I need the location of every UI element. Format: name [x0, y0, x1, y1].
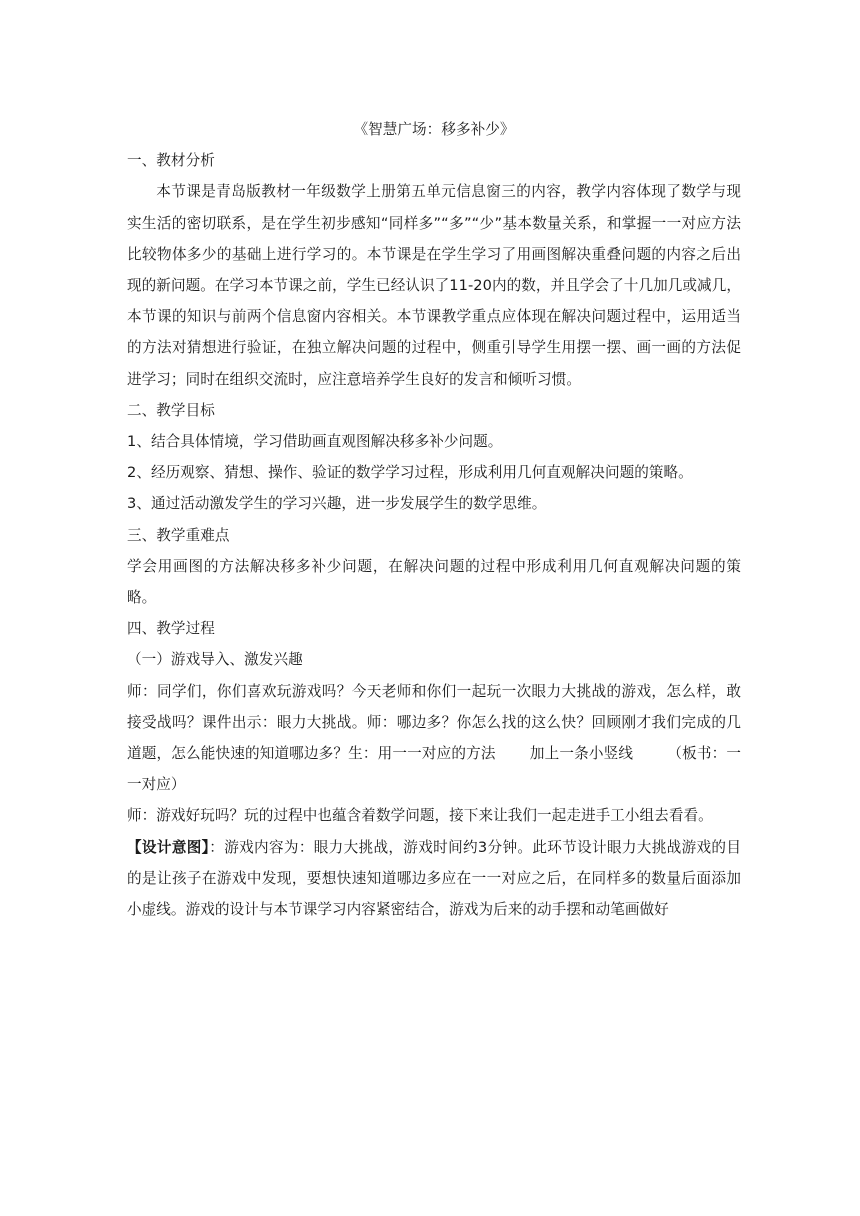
subsection-heading-game-intro: （一）游戏导入、激发兴趣	[127, 651, 303, 669]
teaching-process-paragraph-1: 师：同学们，你们喜欢玩游戏吗？今天老师和你们一起玩一次眼力大挑战的游戏，怎么样，敢接受战吗？课件出示：眼力大挑战。师：哪边多？你怎么找的这么快？回顾刚才我们完成的几道题，怎么能快速的知道哪边多？生：用一一对应的方法 加上一条小竖线 （板书：一一对应）	[127, 682, 741, 794]
design-intent-text: ：游戏内容为：眼力大挑战，游戏时间约3分钟。此环节设计眼力大挑战游戏的目的是让孩子在游戏中发现，要想快速知道哪边多应在一一对应之后，在同样多的数量后面添加小虚线。游戏的设计与本节课学习内容紧密结合，游戏为后来的动手摆和动笔画做好	[127, 838, 741, 919]
design-intent-label: 【设计意图】	[127, 838, 210, 856]
textbook-analysis-paragraph: 本节课是青岛版教材一年级数学上册第五单元信息窗三的内容，教学内容体现了数学与现实生活的密切联系，是在学生初步感知“同样多”“多”“少”基本数量关系，和掌握一一对应方法比较物体多少的基础上进行学习的。本节课是在学生学习了用画图解决重叠问题的内容之后出现的新问题。在学习本节课之前，学生已经认识了11-20内的数，并且学会了十几加几或减几，本节课的知识与前两个信息窗内容相关。本节课教学重点应体现在解决问题过程中，运用适当的方法对猜想进行验证，在独立解决问题的过程中，侧重引导学生用摆一摆、画一画的方法促进学习；同时在组织交流时，应注意培养学生良好的发言和倾听习惯。	[127, 183, 741, 388]
design-intent-paragraph	[127, 832, 741, 926]
teaching-goal-item-3: 3、通过活动激发学生的学习兴趣，进一步发展学生的数学思维。	[127, 495, 547, 513]
section-heading-key-difficulties: 三、教学重难点	[127, 526, 230, 544]
key-difficulties-paragraph: 学会用画图的方法解决移多补少问题，在解决问题的过程中形成利用几何直观解决问题的策略。	[127, 557, 741, 607]
section-heading-textbook-analysis: 一、教材分析	[127, 152, 215, 170]
teaching-goal-item-1: 1、结合具体情境，学习借助画直观图解决移多补少问题。	[127, 433, 503, 451]
section-heading-teaching-process: 四、教学过程	[127, 620, 215, 638]
teaching-goal-item-2: 2、经历观察、猜想、操作、验证的数学学习过程，形成利用几何直观解决问题的策略。	[127, 464, 693, 482]
document-body	[127, 114, 741, 925]
section-heading-teaching-goals: 二、教学目标	[127, 401, 215, 419]
document-title: 《智慧广场：移多补少》	[353, 121, 515, 138]
teaching-process-paragraph-2: 师：游戏好玩吗？玩的过程中也蕴含着数学问题，接下来让我们一起走进手工小组去看看。	[127, 807, 713, 825]
